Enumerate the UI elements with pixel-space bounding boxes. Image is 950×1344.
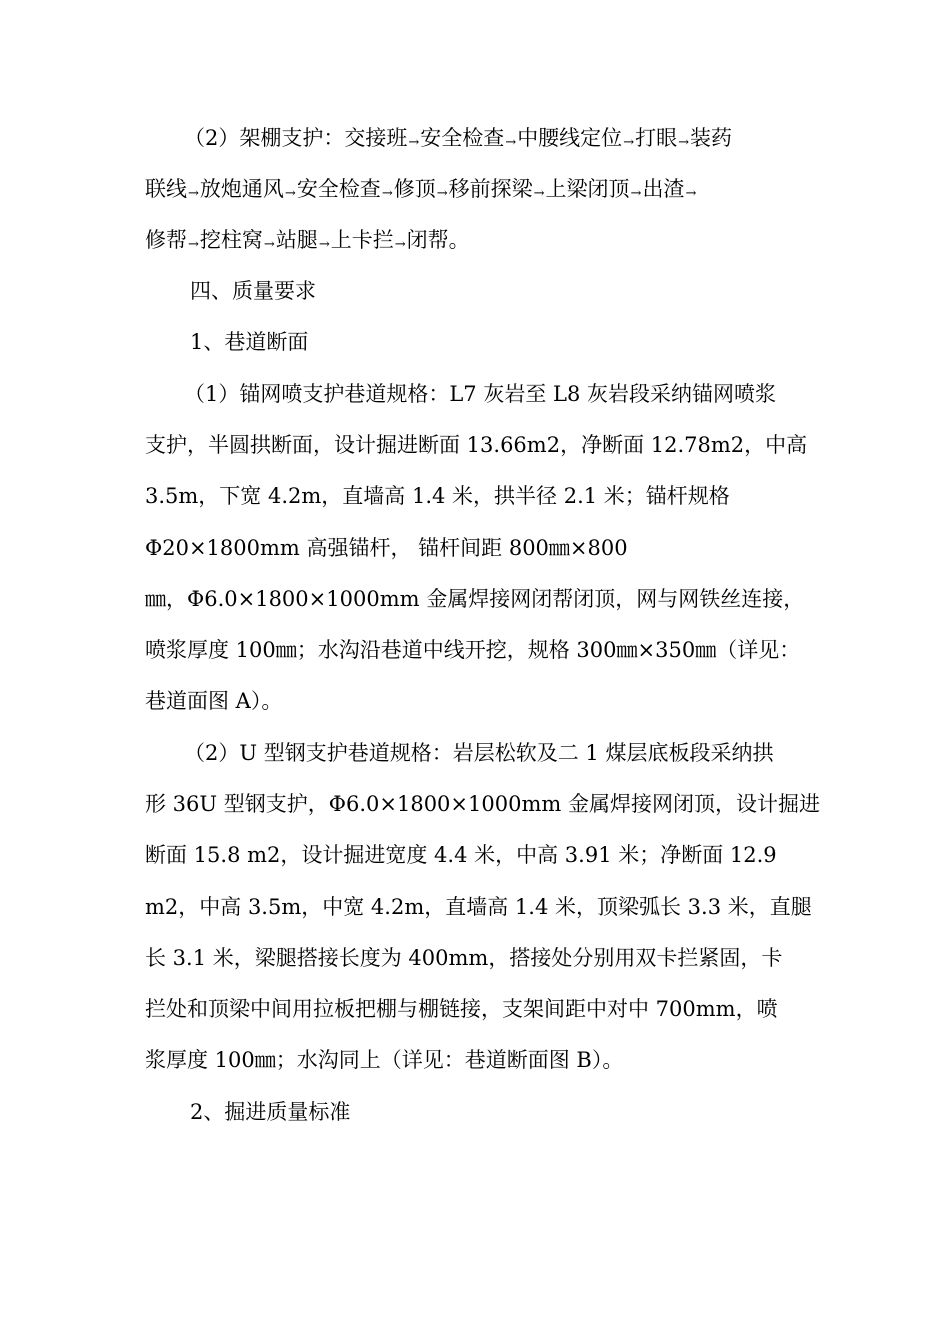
arrow-icon: →	[436, 186, 448, 201]
arrow-icon: →	[394, 237, 406, 252]
text-line: 3.5m，下宽 4.2m，直墙高 1.4 米，拱半径 2.1 米；锚杆规格	[145, 484, 730, 508]
text-line: Φ20×1800mm 高强锚杆， 锚杆间距 800㎜×800	[145, 536, 628, 560]
arrow-icon: →	[408, 135, 420, 150]
arrow-icon: →	[188, 237, 199, 252]
section-heading: 四、质量要求	[190, 279, 316, 303]
text-line: （2）U 型钢支护巷道规格：岩层松软及二 1 煤层底板段采纳拱	[184, 741, 774, 765]
arrow-icon: →	[263, 237, 275, 252]
arrow-icon: →	[623, 135, 635, 150]
text-line: 长 3.1 米，梁腿搭接长度为 400mm，搭接处分别用双卡拦紧固，卡	[145, 946, 783, 970]
text-line: m2，中高 3.5m，中宽 4.2m，直墙高 1.4 米，顶梁弧长 3.3 米，直腿	[145, 895, 812, 919]
arrow-icon: →	[318, 237, 330, 252]
arrow-icon: →	[284, 186, 296, 201]
arrow-icon: →	[533, 186, 545, 201]
text-line: 浆厚度 100㎜；水沟同上（详见：巷道断面图 B）。	[145, 1048, 624, 1072]
text-line: 喷浆厚度 100㎜；水沟沿巷道中线开挖，规格 300㎜×350㎜（详见：	[145, 638, 801, 662]
arrow-icon: →	[678, 135, 689, 150]
text-line: （1）锚网喷支护巷道规格：L7 灰岩至 L8 灰岩段采纳锚网喷浆	[184, 382, 776, 406]
text-line: ㎜，Φ6.0×1800×1000mm 金属焊接网闭帮闭顶，网与网铁丝连接，	[145, 587, 805, 611]
text-line: （2）架棚支护：交接班→安全检查→中腰线定位→打眼→装药	[184, 126, 732, 150]
text-line: 支护，半圆拱断面，设计掘进断面 13.66m2，净断面 12.78m2，中高	[145, 433, 808, 457]
text-line: 巷道面图 A）。	[145, 689, 283, 713]
arrow-icon: →	[188, 186, 199, 201]
arrow-icon: →	[381, 186, 393, 201]
arrow-icon: →	[685, 186, 697, 201]
subsection-heading: 1、巷道断面	[190, 330, 309, 354]
arrow-icon: →	[630, 186, 642, 201]
text-line: 拦处和顶梁中间用拉板把棚与棚链接，支架间距中对中 700mm，喷	[145, 997, 778, 1021]
text-line: 断面 15.8 m2，设计掘进宽度 4.4 米，中高 3.91 米；净断面 12.9	[145, 843, 777, 867]
text-line: 修帮→挖柱窝→站腿→上卡拦→闭帮。	[145, 228, 470, 252]
text-line: 联线→放炮通风→安全检查→修顶→移前探梁→上梁闭顶→出渣→	[145, 177, 697, 201]
text-line: 形 36U 型钢支护，Φ6.0×1800×1000mm 金属焊接网闭顶，设计掘进	[145, 792, 820, 816]
arrow-icon: →	[505, 135, 517, 150]
subsection-heading: 2、掘进质量标准	[190, 1100, 351, 1124]
